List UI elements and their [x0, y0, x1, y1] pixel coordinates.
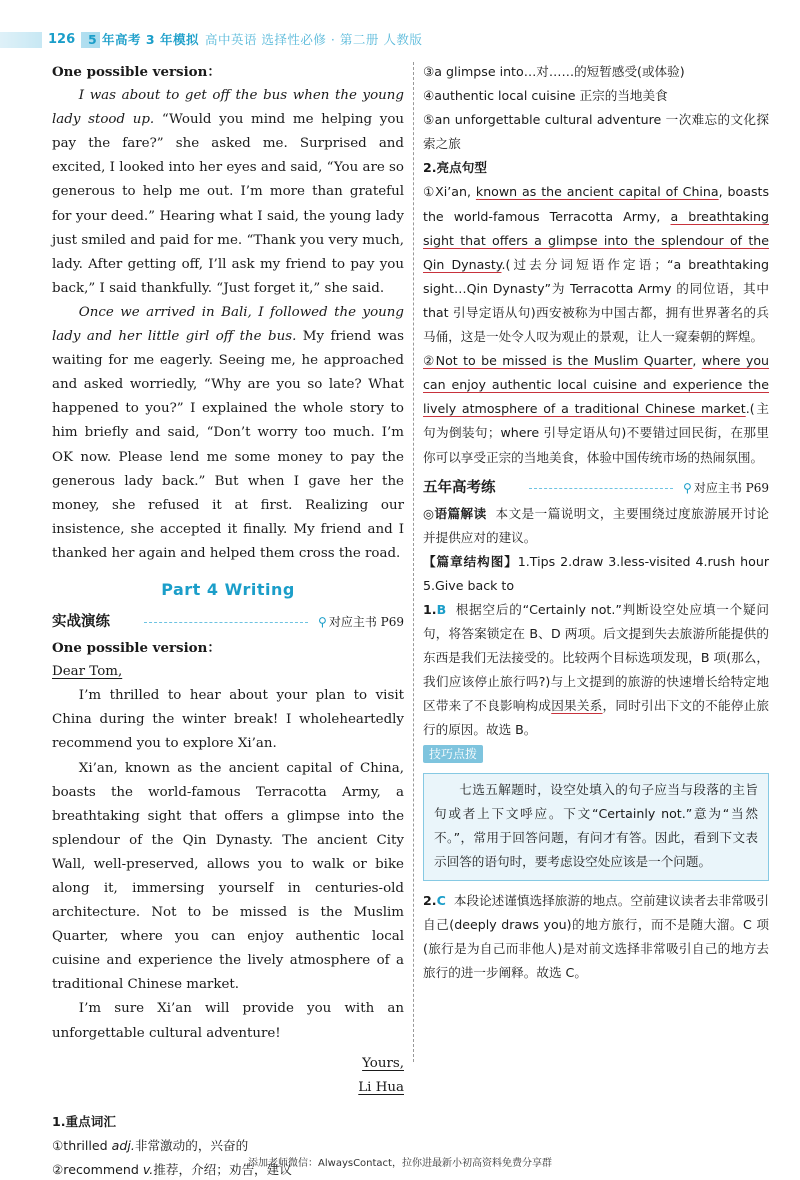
letter-greeting: Dear Tom, [52, 664, 123, 680]
section-header-exam [423, 476, 769, 502]
book-subtitle: 高中英语 选择性必修 · 第二册 人教版 [204, 32, 423, 47]
story-paragraph-1 [52, 84, 404, 301]
underline-phrase: known as the ancient capital of China [475, 184, 719, 200]
letter-paragraph-1: I’m thrilled to hear about your plan to visit China during the winter break! I wholeheartedly recommend you to explore Xi’an. [52, 688, 404, 752]
tip-box [423, 773, 769, 881]
section-reference-text: 对应主书 P69 [328, 615, 404, 630]
section-reference [318, 610, 404, 634]
answer-letter: B [436, 601, 447, 617]
section-header-practice [52, 610, 404, 636]
section-dashed-line [144, 622, 308, 623]
search-icon: ⚲ [318, 615, 327, 630]
vocab-item-3: ③a glimpse into…对……的短暂感受(或体验) [423, 64, 685, 79]
story-p1-rest: “Would you mind me helping you pay the fare?” she asked me. Surprised and excited, I looked into her eyes and said, “You are so generous to help me out. I’m more than grateful for your deed.” Hearing what I said, the young lady just smiled and paid for me. “Thank you very much, lady. After getting off, I’ll ask my friend to pay you back,” I said thankfully. “Just forget it,” she said. [52, 112, 405, 296]
question-2: 2.C 本段论述谨慎选择旅游的地点。空前建议读者去非常吸引自己(deeply draws you)的地方旅行，而不是随大溜。C 项(旅行是为自己而非他人)是对前文选择非常吸引自己的地方去旅行的进一步阐释。故选 C。 [423, 893, 770, 981]
sentence-title: 2.亮点句型 [423, 160, 487, 176]
tip-tag: 技巧点拨 [423, 745, 483, 763]
story-paragraph-2 [52, 301, 404, 566]
highlight-sentence-1: ①Xi’an, known as the ancient capital of China, boasts the world-famous Terracotta Army, a breathtaking sight that offers a glimpse into the splendour of the Qin Dynasty.(过去分词短语作定语；“a breathtaking sight…Qin Dynasty”为 Terracotta Army 的同位语，其中 that 引导定语从句)西安被称为中国古都，拥有世界著名的兵马俑，这是一处令人叹为观止的景观，让人一窥秦朝的辉煌。 [423, 184, 770, 345]
column-divider [413, 62, 414, 1062]
story-p2-rest: My friend was waiting for me eagerly. Seeing me, he approached and asked worriedly, “Why are you so late? What happened to you?” I explained the whole story to him briefly and said, “Don’t worry too much. I’m OK now. Please lend me some money to pay the generous lady back.” But when I gave her the money, she refused it at first. Realizing our insistence, she accepted it finally. My friend and I thanked her again and helped them cross the road. [52, 329, 404, 561]
part-title: Part 4 Writing [161, 579, 295, 599]
tip-text: 七选五解题时，设空处填入的句子应当与段落的主旨句或者上下文呼应。下文“Certainly not.”意为“当然不。”，常用于回答问题，有问才有答。因此，看到下文表示回答的语句时，要考虑设空处应该是一个问题。 [434, 781, 758, 869]
section-dashed-line [529, 488, 673, 489]
vocab-item-1: ①thrilled adj.非常激动的，兴奋的 [52, 1137, 249, 1153]
answer-letter: C [436, 893, 446, 908]
right-column [423, 60, 769, 985]
version-label-2: One possible version： [52, 640, 221, 657]
vocab-item-4: ④authentic local cuisine 正宗的当地美食 [423, 88, 668, 104]
letter-paragraph-2: Xi’an, known as the ancient capital of China, boasts the world-famous Terracotta Army, a breathtaking sight that offers a glimpse into the splendour of the Qin Dynasty. The ancient City Wall, well-preserved, allows you to walk or bike along it, immersing yourself in centuries-old architecture. Not to be missed is the Muslim Quarter, where you can enjoy authentic local cuisine and experience the lively atmosphere of a traditional Chinese market. [52, 760, 404, 993]
book-title: 5 年高考 3 年模拟 [88, 32, 199, 47]
vocab-item-5: ⑤an unforgettable cultural adventure 一次难忘的文化探索之旅 [423, 112, 769, 152]
underline-phrase: 因果关系 [551, 698, 603, 714]
underline-phrase: ②Not to be missed is the Muslim Quarter [423, 353, 693, 369]
section-reference-text: 对应主书 P69 [693, 480, 769, 495]
letter-signature: Li Hua [358, 1079, 404, 1095]
letter-paragraph-3: I’m sure Xi’an will provide you with an unforgettable cultural adventure! [52, 1001, 404, 1041]
header-title [88, 31, 422, 49]
question-1: 1.B 根据空后的“Certainly not.”判断设空处应填一个疑问句，将答案锁定在 B、D 两项。后文提到失去旅游所能提供的东西是我们无法接受的。比较两个目标选项发现，B 项(那么，我们应该停止旅行吗?)与上文提到的旅游的快速增长给特定地区带来了不良影响构成因果关系，同时引出下文的不能停止旅行的原因。故选 B。 [423, 601, 770, 738]
passage-interpretation: ◎语篇解读 本文是一篇说明文，主要围绕过度旅游展开讨论并提供应对的建议。 [423, 505, 769, 545]
search-icon: ⚲ [683, 480, 692, 495]
underline-phrase: where you can enjoy authentic local cuisine and experience the lively atmosphere of a traditional Chinese market [423, 353, 770, 417]
underline-phrase: a breathtaking sight that offers a glimpse into the splendour of the Qin Dynasty [423, 208, 769, 272]
page-header [0, 28, 800, 52]
vocab-title: 1.重点词汇 [52, 1113, 116, 1129]
section-reference [683, 476, 769, 500]
section-title: 实战演练 [52, 614, 110, 631]
structure-diagram: 【篇章结构图】1.Tips 2.draw 3.less-visited 4.rush hour 5.Give back to [423, 553, 770, 593]
story-p2-italic: Once we arrived in Bali, I followed the young lady and her little girl off the bus. [52, 304, 404, 345]
section-title: 五年高考练 [423, 479, 496, 496]
vocab-item-2: ②recommend v.推荐，介绍；劝告，建议 [52, 1162, 292, 1178]
story-p1-italic: I was about to get off the bus when the young lady stood up. [52, 88, 404, 128]
left-column [52, 60, 404, 1180]
page-footer: 添加老师微信：AlwaysContact，拉你进最新小初高资料免费分享群 [248, 1158, 552, 1169]
version-label: One possible version： [52, 64, 221, 80]
letter-closing: Yours, [362, 1055, 404, 1071]
page-number: 126 [42, 31, 81, 49]
highlight-sentence-2: ②Not to be missed is the Muslim Quarter, where you can enjoy authentic local cuisine and experience the lively atmosphere of a traditional Chinese market.(主句为倒装句；where 引导定语从句)不要错过回民街，在那里你可以享受正宗的当地美食，体验中国传统市场的热闹氛围。 [423, 353, 770, 465]
